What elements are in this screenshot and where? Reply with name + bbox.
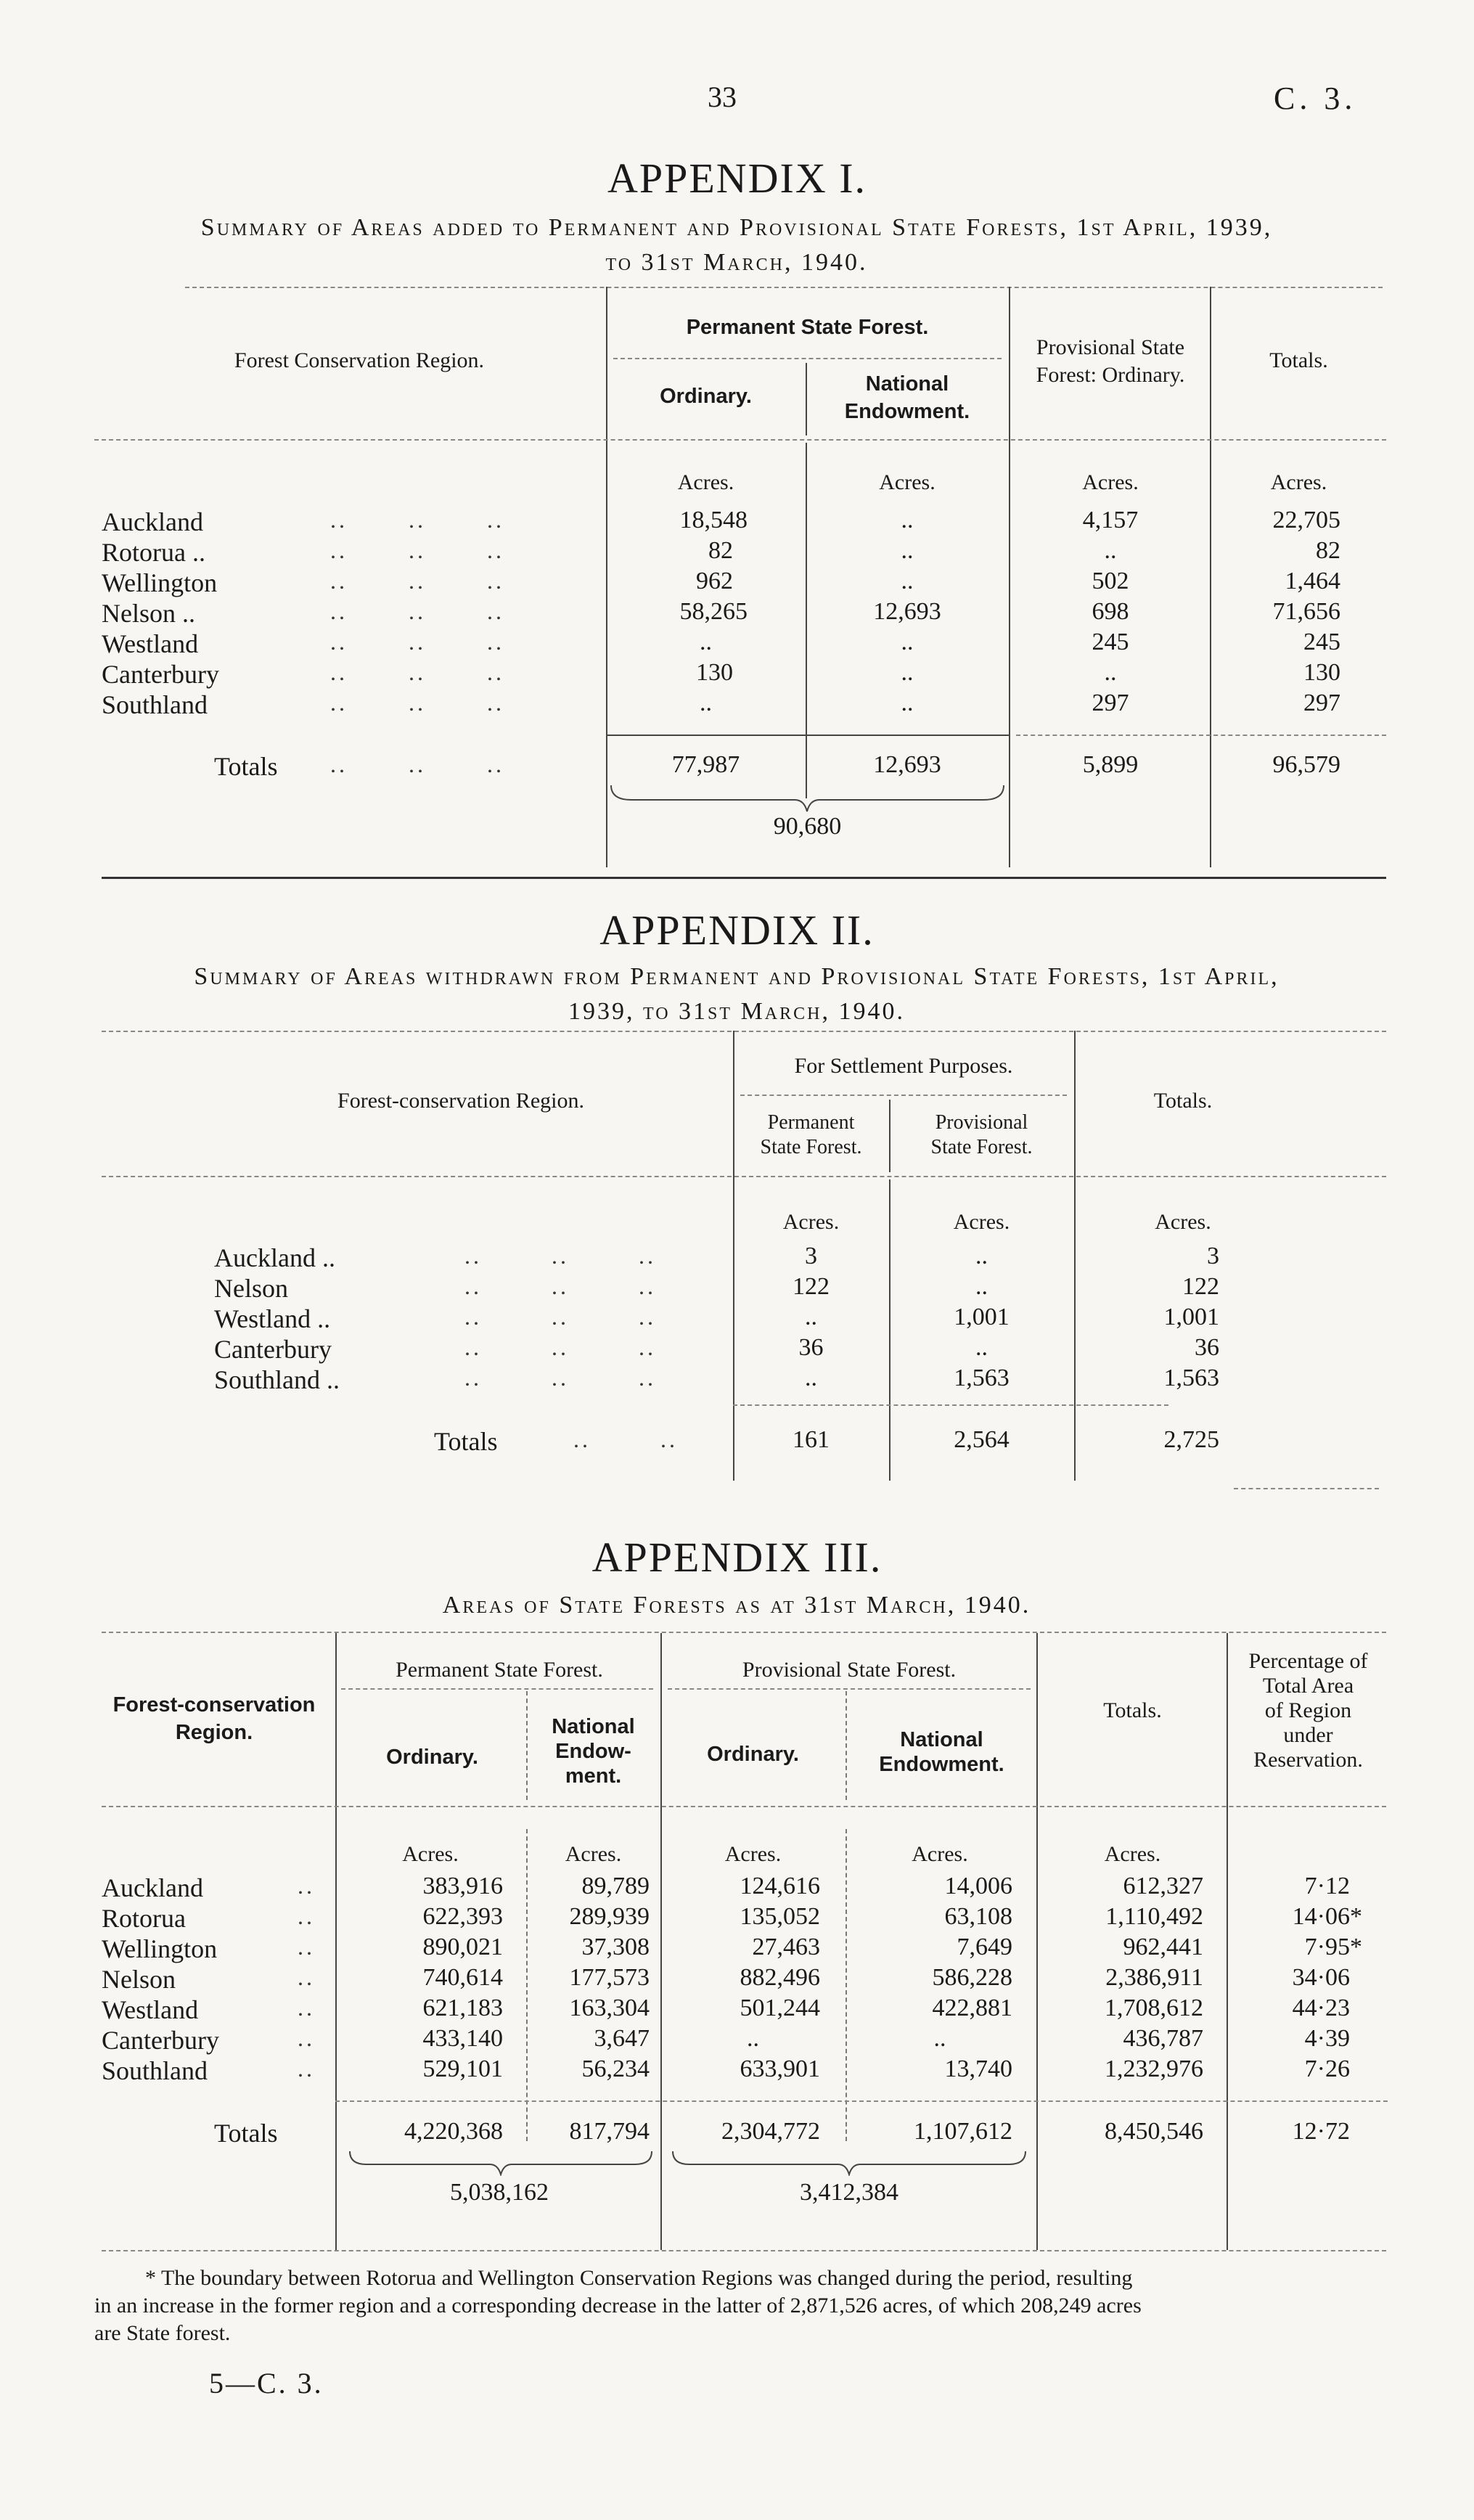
percentage-value: 4·39	[1304, 2025, 1350, 2052]
national-value: 12,693	[873, 598, 941, 625]
leader-dots: .. .. ..	[330, 690, 504, 716]
leader-dots: .. .. ..	[464, 1273, 656, 1299]
provisional-value: 4,157	[1082, 507, 1139, 533]
total-value: 612,327	[1123, 1873, 1203, 1899]
col-header-prov-ordinary: Ordinary.	[707, 1743, 799, 1766]
total-value: 962,441	[1123, 1934, 1203, 1960]
prov-ordinary-value: 135,052	[740, 1903, 820, 1930]
leader-dots: .. .. ..	[464, 1365, 656, 1391]
col-header-permanent: Permanent State Forest.	[396, 1658, 603, 1682]
page-number: 33	[708, 81, 737, 113]
leader-dots: .. .. ..	[464, 1334, 656, 1360]
percentage-value: 34·06	[1292, 1964, 1350, 1991]
col-header-percentage	[1230, 1649, 1386, 1772]
appendix-1-subtitle-line2: to 31st March, 1940.	[605, 249, 868, 276]
unit-label: Acres.	[1104, 1842, 1161, 1866]
unit-label: Acres.	[879, 470, 935, 494]
provisional-value: ..	[1104, 537, 1117, 564]
unit-label: Acres.	[565, 1842, 622, 1866]
col-header-ordinary: Ordinary.	[660, 385, 752, 408]
total-value: 245	[1303, 629, 1340, 655]
leader-dots: ..	[298, 2025, 315, 2051]
ordinary-value: 58,265	[679, 598, 748, 625]
leader-dots: .. .. ..	[330, 751, 504, 777]
perm-national-value: 37,308	[581, 1934, 650, 1960]
prov-ordinary-value: 633,901	[740, 2055, 820, 2082]
unit-label: Acres.	[402, 1842, 459, 1866]
perm-ordinary-total: 4,220,368	[404, 2118, 503, 2145]
region-name: Wellington	[102, 568, 218, 597]
col-header-provisional-line1: Provisional State	[1036, 335, 1185, 359]
appendix-2-subtitle	[94, 960, 1379, 1029]
region-name: Rotorua ..	[102, 538, 205, 567]
col-header-percentage-line1: Percentage of	[1248, 1649, 1368, 1673]
provisional-value: 245	[1092, 629, 1129, 655]
prov-ordinary-value: 124,616	[740, 1873, 820, 1899]
perm-national-value: 3,647	[594, 2025, 650, 2052]
col-header-percentage-line5: Reservation.	[1253, 1748, 1363, 1772]
col-header-provisional-line2: State Forest.	[930, 1136, 1033, 1158]
percentage-value: 7·26	[1304, 2055, 1350, 2082]
percentage-total: 12·72	[1292, 2118, 1350, 2145]
leader-dots: ..	[298, 1995, 315, 2021]
perm-national-value: 289,939	[569, 1903, 650, 1930]
ordinary-value: ..	[700, 629, 712, 655]
region-name: Southland	[102, 690, 208, 719]
ordinary-value: 82	[708, 537, 733, 564]
provisional-value: ..	[1104, 659, 1117, 686]
total-value: 22,705	[1272, 507, 1340, 533]
total-value: 1,232,976	[1105, 2055, 1203, 2082]
col-header-totals: Totals.	[1269, 348, 1328, 372]
col-header-perm-national	[530, 1714, 657, 1788]
col-header-totals: Totals.	[1103, 1698, 1162, 1722]
prov-national-value: 586,228	[932, 1964, 1012, 1991]
leader-dots: ..	[298, 1934, 315, 1960]
total-value: 130	[1303, 659, 1340, 686]
prov-national-value: 422,881	[932, 1995, 1012, 2021]
total-value: 122	[1182, 1273, 1219, 1300]
perm-national-value: 89,789	[581, 1873, 650, 1899]
leader-dots: ..	[298, 1873, 315, 1899]
provisional-value: ..	[975, 1334, 988, 1361]
col-header-region-line2: Region.	[175, 1721, 253, 1744]
total-value: 1,464	[1285, 568, 1340, 594]
region-name: Southland ..	[214, 1365, 340, 1394]
col-header-totals: Totals.	[1153, 1089, 1213, 1113]
col-header-permanent-line1: Permanent	[767, 1111, 855, 1134]
total-value: 71,656	[1272, 598, 1340, 625]
appendix-2-subtitle-line1: Summary of Areas withdrawn from Permanent and Provisional State Forests, 1st April,	[194, 963, 1279, 990]
appendix-3-subtitle: Areas of State Forests as at 31st March, 1940.	[442, 1592, 1031, 1619]
col-header-prov-national-line2: Endowment.	[879, 1753, 1004, 1776]
region-name: Westland ..	[214, 1304, 331, 1333]
region-name: Westland	[102, 629, 199, 658]
national-value: ..	[901, 659, 914, 686]
region-name: Rotorua	[102, 1904, 186, 1933]
provisional-value: 1,001	[954, 1304, 1010, 1330]
perm-national-value: 177,573	[569, 1964, 650, 1991]
footnote-line1: * The boundary between Rotorua and Wellington Conservation Regions was changed during the period, resulting	[145, 2266, 1133, 2290]
col-header-provisional-line2: Forest: Ordinary.	[1036, 363, 1185, 387]
total-value: 36	[1195, 1334, 1219, 1361]
col-header-provisional: Provisional State Forest.	[742, 1658, 957, 1682]
prov-ordinary-value: 27,463	[752, 1934, 820, 1960]
perm-ordinary-value: 433,140	[422, 2025, 503, 2052]
region-name: Westland	[102, 1995, 199, 2024]
provisional-value: 1,563	[954, 1365, 1010, 1391]
col-header-settlement: For Settlement Purposes.	[794, 1054, 1013, 1078]
unit-label: Acres.	[912, 1842, 968, 1866]
total-value: 1,563	[1163, 1365, 1219, 1391]
total-value: 1,001	[1163, 1304, 1219, 1330]
prov-national-value: ..	[933, 2025, 946, 2052]
unit-label: Acres.	[782, 1210, 840, 1234]
prov-ordinary-value: 882,496	[740, 1964, 820, 1991]
region-name: Nelson ..	[102, 599, 195, 628]
total-value: 297	[1303, 690, 1340, 716]
provisional-total: 2,564	[954, 1426, 1010, 1453]
total-value: 1,110,492	[1105, 1903, 1203, 1930]
unit-label: Acres.	[1155, 1210, 1211, 1234]
total-value: 1,708,612	[1105, 1995, 1203, 2021]
prov-national-value: 13,740	[944, 2055, 1012, 2082]
leader-dots: ..	[298, 2055, 315, 2082]
prov-national-value: 63,108	[944, 1903, 1012, 1930]
totals-label: Totals	[214, 752, 278, 781]
region-name: Nelson	[102, 1965, 176, 1994]
col-header-region: Forest Conservation Region.	[234, 348, 485, 372]
national-value: ..	[901, 690, 914, 716]
col-header-percentage-line3: of Region	[1264, 1698, 1352, 1722]
national-value: ..	[901, 629, 914, 655]
perm-ordinary-value: 622,393	[422, 1903, 503, 1930]
prov-ordinary-value: 501,244	[740, 1995, 820, 2021]
permanent-brace	[348, 2150, 653, 2176]
col-header-percentage-line4: under	[1283, 1723, 1333, 1747]
national-value: ..	[901, 537, 914, 564]
footnote-line3: are State forest.	[94, 2321, 231, 2345]
region-name: Canterbury	[214, 1335, 332, 1364]
national-value: ..	[901, 568, 914, 594]
provisional-total: 5,899	[1082, 751, 1139, 778]
leader-dots: .. .. ..	[330, 537, 504, 563]
region-name: Auckland ..	[214, 1243, 335, 1272]
national-value: ..	[901, 507, 914, 533]
col-header-provisional-line1: Provisional	[935, 1111, 1028, 1134]
col-header-permanent	[737, 1110, 885, 1160]
ordinary-total: 77,987	[671, 751, 740, 778]
perm-ordinary-value: 529,101	[422, 2055, 503, 2082]
col-header-provisional	[1012, 334, 1208, 389]
appendix-2-subtitle-line2: 1939, to 31st March, 1940.	[568, 998, 905, 1025]
percentage-value: 7·95*	[1304, 1934, 1362, 1960]
section-divider	[102, 877, 1386, 879]
appendix-2-title: APPENDIX II.	[599, 907, 875, 954]
prov-national-value: 7,649	[957, 1934, 1012, 1960]
permanent-total: 161	[793, 1426, 830, 1453]
percentage-value: 14·06*	[1292, 1903, 1362, 1930]
region-name: Auckland	[102, 1873, 203, 1902]
page-signature: 5—C. 3.	[209, 2367, 324, 2400]
col-header-region	[102, 1691, 327, 1746]
col-header-permanent: Permanent State Forest.	[686, 316, 929, 339]
perm-national-value: 56,234	[581, 2055, 650, 2082]
col-header-region: Forest-conservation Region.	[337, 1089, 584, 1113]
region-name: Canterbury	[102, 660, 219, 689]
col-header-national	[809, 370, 1005, 425]
appendix-3-title: APPENDIX III.	[591, 1534, 883, 1581]
percentage-value: 7·12	[1304, 1873, 1350, 1899]
prov-ordinary-value: ..	[747, 2025, 759, 2052]
region-name: Nelson	[214, 1274, 288, 1303]
permanent-value: ..	[805, 1304, 817, 1330]
col-header-prov-national	[849, 1727, 1034, 1777]
col-header-perm-national-line1: National	[552, 1715, 635, 1738]
leader-dots: ..	[298, 1964, 315, 1990]
ordinary-value: 130	[696, 659, 733, 686]
perm-ordinary-value: 890,021	[422, 1934, 503, 1960]
col-header-national-line1: National	[865, 372, 949, 396]
prov-ordinary-total: 2,304,772	[721, 2118, 820, 2145]
permanent-value: 122	[793, 1273, 830, 1300]
leader-dots: .. .. ..	[330, 598, 504, 624]
total-value: 82	[1316, 537, 1340, 564]
footnote	[94, 2265, 1386, 2347]
provisional-brace	[671, 2150, 1027, 2176]
provisional-value: ..	[975, 1273, 988, 1300]
appendix-1-subtitle	[94, 210, 1379, 280]
provisional-value: ..	[975, 1243, 988, 1269]
permanent-combined-total: 5,038,162	[450, 2179, 549, 2206]
perm-ordinary-value: 621,183	[422, 1995, 503, 2021]
leader-dots: .. .. ..	[330, 659, 504, 685]
prov-national-value: 14,006	[944, 1873, 1012, 1899]
ordinary-value: ..	[700, 690, 712, 716]
total-value: 3	[1207, 1243, 1219, 1269]
region-name: Wellington	[102, 1934, 218, 1963]
grand-total: 2,725	[1163, 1426, 1219, 1453]
document-reference: C. 3.	[1274, 81, 1357, 116]
perm-ordinary-value: 383,916	[422, 1873, 503, 1899]
permanent-value: ..	[805, 1365, 817, 1391]
col-header-provisional	[893, 1110, 1070, 1160]
appendix-1-subtitle-line1: Summary of Areas added to Permanent and Provisional State Forests, 1st April, 1939,	[200, 214, 1273, 241]
col-header-perm-national-line3: ment.	[565, 1764, 622, 1788]
totals-label: Totals	[214, 2119, 278, 2148]
perm-national-value: 163,304	[569, 1995, 650, 2021]
national-total: 12,693	[873, 751, 941, 778]
col-header-percentage-line2: Total Area	[1262, 1674, 1354, 1698]
permanent-value: 3	[805, 1243, 817, 1269]
unit-label: Acres.	[1270, 470, 1327, 494]
col-header-prov-national-line1: National	[900, 1728, 983, 1751]
perm-national-total: 817,794	[569, 2118, 650, 2145]
provisional-value: 698	[1092, 598, 1129, 625]
permanent-combined-total: 90,680	[773, 813, 842, 840]
col-header-permanent-line2: State Forest.	[760, 1136, 862, 1158]
leader-dots: .. .. ..	[464, 1304, 656, 1330]
provisional-value: 297	[1092, 690, 1129, 716]
ordinary-value: 18,548	[679, 507, 748, 533]
prov-national-total: 1,107,612	[914, 2118, 1012, 2145]
leader-dots: ..	[298, 1903, 315, 1929]
permanent-value: 36	[798, 1334, 824, 1361]
total-value: 2,386,911	[1105, 1964, 1203, 1991]
region-name: Auckland	[102, 507, 203, 536]
provisional-combined-total: 3,412,384	[800, 2179, 898, 2206]
perm-ordinary-value: 740,614	[422, 1964, 503, 1991]
appendix-1-title: APPENDIX I.	[607, 155, 867, 202]
col-header-national-line2: Endowment.	[844, 400, 970, 423]
leader-dots: .. ..	[573, 1426, 678, 1452]
leader-dots: .. .. ..	[464, 1243, 656, 1269]
grand-total: 8,450,546	[1105, 2118, 1203, 2145]
ordinary-value: 962	[696, 568, 733, 594]
unit-label: Acres.	[677, 470, 734, 494]
provisional-value: 502	[1092, 568, 1129, 594]
region-name: Southland	[102, 2056, 208, 2085]
leader-dots: .. .. ..	[330, 568, 504, 594]
total-value: 436,787	[1123, 2025, 1203, 2052]
col-header-perm-ordinary: Ordinary.	[386, 1746, 478, 1769]
grand-total: 96,579	[1272, 751, 1340, 778]
region-name: Canterbury	[102, 2026, 219, 2055]
col-header-perm-national-line2: Endow-	[555, 1740, 631, 1763]
unit-label: Acres.	[1082, 470, 1139, 494]
leader-dots: .. .. ..	[330, 507, 504, 533]
col-header-region-line1: Forest-conservation	[112, 1693, 316, 1717]
totals-label: Totals	[434, 1427, 498, 1456]
percentage-value: 44·23	[1292, 1995, 1350, 2021]
unit-label: Acres.	[953, 1210, 1010, 1234]
combine-brace	[610, 784, 1005, 813]
unit-label: Acres.	[724, 1842, 782, 1866]
leader-dots: .. .. ..	[330, 629, 504, 655]
footnote-line2: in an increase in the former region and a corresponding decrease in the latter of 2,871,526 acres, of which 208,249 acres	[94, 2294, 1142, 2318]
